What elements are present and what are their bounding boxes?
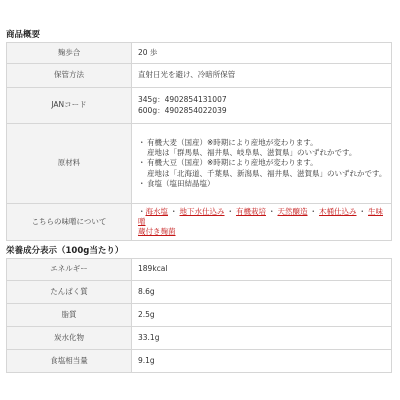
spec-row-jan: [7, 88, 392, 124]
spec-label: 原材料: [7, 124, 132, 204]
list-bullet: ・: [138, 178, 146, 188]
separator: ・: [226, 207, 234, 216]
spec-label: JANコード: [7, 88, 132, 124]
nutrition-value: 8.6g: [132, 281, 392, 304]
nutrition-label: 食塩相当量: [7, 350, 132, 373]
nutrition-value: 9.1g: [132, 350, 392, 373]
spec-value: 直射日光を避け、冷暗所保管: [132, 64, 392, 88]
nutrition-row-energy: [7, 259, 392, 281]
feature-link-organic[interactable]: 有機栽培: [236, 207, 266, 216]
feature-link-house-koji[interactable]: 蔵付き麹菌: [138, 227, 176, 237]
spec-row-storage: [7, 64, 392, 88]
feature-link-natural-brewing[interactable]: 天然醸造: [277, 207, 308, 216]
spec-value: 20 歩: [132, 43, 392, 64]
list-bullet: ・: [138, 158, 146, 168]
ingredient-origin: 産地は「北海道、千葉県、新潟県、福井県、滋賀県」のいずれかです。: [147, 168, 387, 178]
product-summary-title: 商品概要: [6, 30, 41, 40]
ingredient-name: 食塩（塩田結晶塩）: [147, 178, 215, 188]
spec-label: 麹歩合: [7, 43, 132, 64]
ingredient-name: 有機大麦（国産）: [147, 138, 207, 148]
spec-row-features: [7, 204, 392, 241]
spec-label: 保管方法: [7, 64, 132, 88]
nutrition-label: 炭水化物: [7, 327, 132, 350]
feature-link-raw-miso[interactable]: 生味噌: [138, 207, 383, 227]
feature-link-wooden-barrel[interactable]: 木桶仕込み: [319, 207, 357, 216]
nutrition-label: たんぱく質: [7, 281, 132, 304]
list-bullet: ・: [138, 138, 146, 148]
nutrition-table: [6, 258, 392, 373]
ingredient-item: [138, 179, 385, 189]
nutrition-row-carbohydrate: [7, 327, 392, 350]
ingredient-name: 有機大豆（国産）: [147, 158, 207, 168]
nutrition-row-fat: [7, 304, 392, 327]
feature-link-groundwater[interactable]: 地下水仕込み: [179, 207, 225, 216]
separator: ・: [268, 207, 276, 216]
nutrition-value: 189kcal: [132, 259, 392, 281]
nutrition-row-salt: [7, 350, 392, 373]
spec-row-yield: [7, 43, 392, 64]
nutrition-label: エネルギー: [7, 259, 132, 281]
product-summary-table: [6, 42, 392, 241]
ingredient-note: ※時期により産地が変わります。: [207, 158, 318, 168]
spec-value: [132, 124, 392, 204]
ingredient-item: [138, 158, 385, 168]
nutrition-row-protein: [7, 281, 392, 304]
nutrition-value: 2.5g: [132, 304, 392, 327]
separator: ・: [170, 207, 178, 216]
list-bullet: ・: [138, 207, 146, 216]
nutrition-label: 脂質: [7, 304, 132, 327]
spec-label: こちらの味噌について: [7, 204, 132, 241]
jan-code-600g: 600g：4902854022039: [138, 105, 227, 115]
nutrition-title: 栄養成分表示（100g当たり）: [6, 246, 124, 256]
ingredient-item: [138, 138, 385, 148]
separator: ・: [309, 207, 317, 216]
feature-link-sea-salt[interactable]: 海水塩: [145, 207, 168, 216]
jan-code-345g: 345g：4902854131007: [138, 95, 227, 105]
separator: ・: [358, 207, 366, 216]
spec-row-ingredients: [7, 124, 392, 204]
spec-value: [132, 204, 392, 241]
ingredient-origin: 産地は「群馬県、福井県、岐阜県、滋賀県」のいずれかです。: [147, 148, 357, 158]
nutrition-value: 33.1g: [132, 327, 392, 350]
spec-value: [132, 88, 392, 124]
ingredient-note: ※時期により産地が変わります。: [207, 138, 318, 148]
